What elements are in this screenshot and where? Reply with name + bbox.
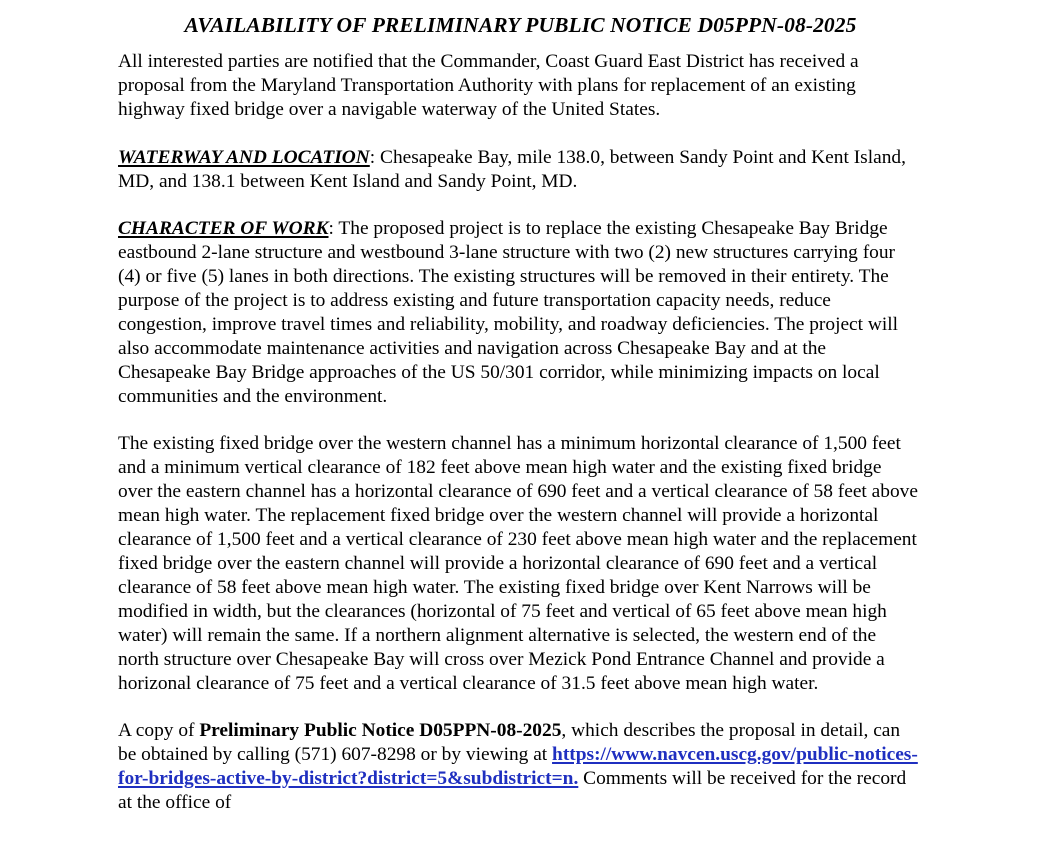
character-of-work-text: : The proposed project is to replace the existing Chesapeake Bay Bridge eastbound 2-lane structure and westbound 3-lane structure with two (2) new structures carrying four (4) or five (5) lanes in both directions. The existing structures will be removed in their entirety. The purpose of the project is to address existing and future transportation capacity needs, reduce congestion, improve travel times and reliability, mobility, and roadway deficiencies. The project will also accommodate maintenance activities and navigation across Chesapeake Bay and at the Chesapeake Bay Bridge approaches of the US 50/301 corridor, while minimizing impacts on local communities and the environment. [118,218,899,407]
intro-text: All interested parties are notified that the Commander, Coast Guard East District has received a proposal from the Maryland Transportation Authority with plans for replacement of an existing highway fixed bridge over a navigable waterway of the United States. [118,51,859,120]
clearances-text: The existing fixed bridge over the western channel has a minimum horizontal clearance of 1,500 feet and a minimum vertical clearance of 182 feet above mean high water and the existing fixed bridge over the eastern channel has a horizontal clearance of 690 feet and a vertical clearance of 58 feet above mean high water. The replacement fixed bridge over the western channel will provide a horizontal clearance of 1,500 feet and a vertical clearance of 230 feet above mean high water and the replacement fixed bridge over the eastern channel will provide a horizontal clearance of 690 feet and a vertical clearance of 58 feet above mean high water. The existing fixed bridge over Kent Narrows will be modified in width, but the clearances (horizontal of 75 feet and vertical of 65 feet above mean high water) will remain the same. If a northern alignment alternative is selected, the western end of the north structure over Chesapeake Bay will cross over Mezick Pond Entrance Channel and provide a horizonal clearance of 75 feet and a vertical clearance of 31.5 feet above mean high water. [118,433,918,694]
waterway-location-text: : Chesapeake Bay, mile 138.0, between Sandy Point and Kent Island, MD, and 138.1 between Kent Island and Sandy Point, MD. [118,146,906,192]
copy-tail-text: Comments will be received for the record at the office of [118,768,907,814]
title-spacer [0,37,1041,50]
copy-middle-text: , which describes the proposal in detail, can be obtained by calling (571) 607-8298 or by viewing at [118,720,901,766]
copy-lead-text: A copy of [118,720,200,742]
paragraph-clearances [118,432,920,695]
character-of-work-heading: CHARACTER OF WORK [118,218,329,240]
waterway-location-heading: WATERWAY AND LOCATION [118,146,370,168]
document-body [0,50,1041,815]
paragraph-waterway-location [118,146,920,194]
paragraph-character-of-work [118,217,920,408]
paragraph-copy-availability [118,719,920,815]
paragraph-intro [118,50,920,122]
notice-title-bold: Preliminary Public Notice D05PPN-08-2025 [199,720,562,742]
navcen-public-notices-link[interactable]: https://www.navcen.uscg.gov/public-notices-for-bridges-active-by-district?district=5&subdistrict=n. [118,744,918,790]
page-title: AVAILABILITY OF PRELIMINARY PUBLIC NOTICE D05PPN-08-2025 [184,13,857,37]
